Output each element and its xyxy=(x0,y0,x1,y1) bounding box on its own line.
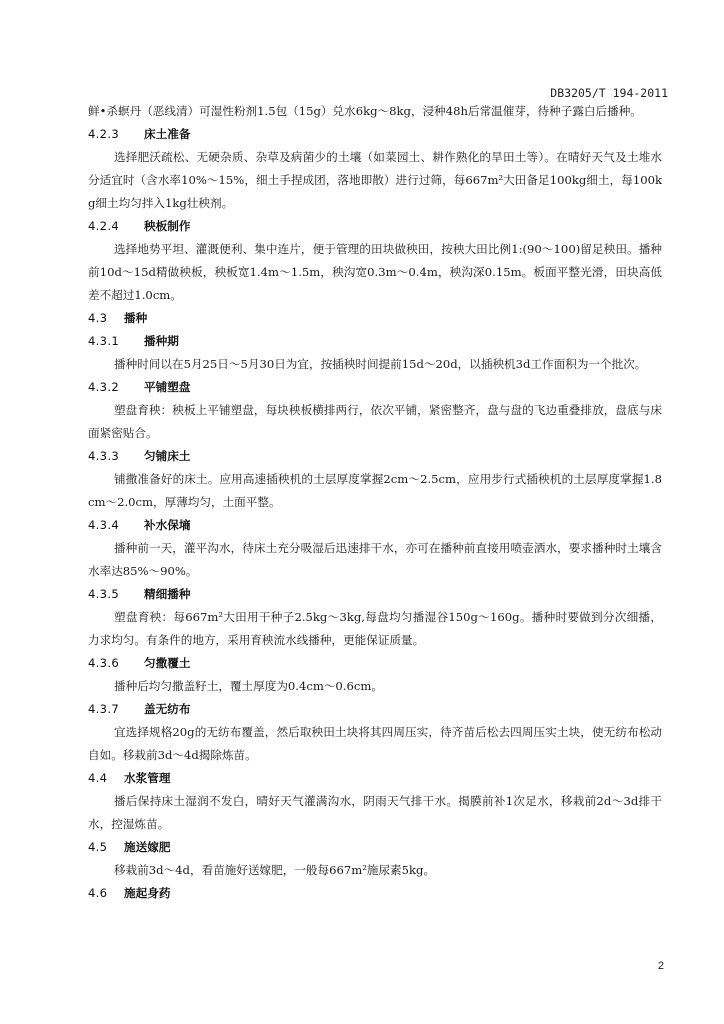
section-heading xyxy=(88,514,662,537)
section-number: 4.3.5 xyxy=(88,587,119,601)
section-title: 匀撒覆土 xyxy=(144,656,191,670)
section-title: 盖无纺布 xyxy=(144,702,191,716)
section-title: 水浆管理 xyxy=(124,771,171,785)
paragraph: 播种时间以在5月25日～5月30日为宜，按插秧时间提前15d～20d，以插秧机3d工作面积为一个批次。 xyxy=(114,357,647,371)
section-number: 4.3.3 xyxy=(88,449,119,463)
paragraph: 移栽前3d～4d，看苗施好送嫁肥，一般每667m²施尿素5kg。 xyxy=(114,863,436,877)
paragraph: 塑盘育秧：每667m²大田用干种子2.5kg～3kg,每盘均匀播湿谷150g～160g。播种时要做到分次细播，力求均匀。有条件的地方，采用育秧流水线播种，更能保证质量。 xyxy=(88,610,662,647)
section-title: 秧板制作 xyxy=(144,219,191,233)
section-number: 4.3.6 xyxy=(88,656,119,670)
section-number: 4.5 xyxy=(88,840,108,854)
paragraph: 铺撒准备好的床土。应用高速插秧机的土层厚度掌握2cm～2.5cm，应用步行式插秧机的土层厚度掌握1.8cm～2.0cm，厚薄均匀，土面平整。 xyxy=(88,472,662,509)
section-heading xyxy=(88,123,662,146)
section-heading xyxy=(88,307,662,330)
paragraph: 播种后均匀撒盖籽土，覆土厚度为0.4cm～0.6cm。 xyxy=(114,679,383,693)
section-title: 平铺塑盘 xyxy=(144,380,191,394)
paragraph: 宜选择规格20g的无纺布覆盖，然后取秧田土块将其四周压实，待齐苗后松去四周压实土块，使无纺布松动自如。移栽前3d～4d揭除炼苗。 xyxy=(88,725,662,762)
section-title: 播种期 xyxy=(144,334,179,348)
paragraph: 选择肥沃疏松、无硬杂质、杂草及病菌少的土壤（如菜园土、耕作熟化的旱田土等）。在晴好天气及土堆水分适宜时（含水率10%～15%，细土手捏成团，落地即散）进行过筛，每667m²大田备足100kg细土，每100kg细土均匀拌入1kg壮秧剂。 xyxy=(88,150,662,210)
section-title: 施起身药 xyxy=(124,886,171,900)
section-title: 床土准备 xyxy=(144,127,191,141)
section-heading xyxy=(88,376,662,399)
paragraph: 鲜•杀螟丹（恶线清）可湿性粉剂1.5包（15g）兑水6kg～8kg，浸种48h后常温催芽，待种子露白后播种。 xyxy=(88,104,642,118)
section-heading xyxy=(88,445,662,468)
section-number: 4.2.3 xyxy=(88,127,119,141)
section-heading xyxy=(88,767,662,790)
section-number: 4.3 xyxy=(88,311,108,325)
section-heading xyxy=(88,330,662,353)
section-number: 4.2.4 xyxy=(88,219,119,233)
section-number: 4.3.4 xyxy=(88,518,119,532)
section-heading xyxy=(88,882,662,905)
section-title: 补水保墒 xyxy=(144,518,191,532)
section-heading xyxy=(88,652,662,675)
section-heading xyxy=(88,698,662,721)
section-number: 4.6 xyxy=(88,886,108,900)
section-number: 4.3.7 xyxy=(88,702,119,716)
document-body xyxy=(88,100,662,905)
section-title: 匀铺床土 xyxy=(144,449,191,463)
section-heading xyxy=(88,583,662,606)
page-number: 2 xyxy=(657,960,664,972)
paragraph: 播种前一天，灌平沟水，待床土充分吸湿后迅速排干水，亦可在播种前直接用喷壶洒水，要求播种时土壤含水率达85%～90%。 xyxy=(88,541,662,578)
section-number: 4.3.1 xyxy=(88,334,119,348)
section-title: 精细播种 xyxy=(144,587,191,601)
section-title: 播种 xyxy=(124,311,148,325)
section-heading xyxy=(88,836,662,859)
section-title: 施送嫁肥 xyxy=(124,840,171,854)
paragraph: 塑盘育秧：秧板上平铺塑盘，每块秧板横排两行，依次平铺，紧密整齐，盘与盘的飞边重叠排放，盘底与床面紧密贴合。 xyxy=(88,403,662,440)
paragraph: 播后保持床土湿润不发白，晴好天气灌满沟水，阴雨天气排干水。揭膜前补1次足水，移栽前2d～3d排干水，控湿炼苗。 xyxy=(88,794,662,831)
document-code: DB3205/T 194-2011 xyxy=(550,86,668,100)
section-heading xyxy=(88,215,662,238)
section-number: 4.4 xyxy=(88,771,108,785)
section-number: 4.3.2 xyxy=(88,380,119,394)
paragraph: 选择地势平坦、灌溉便利、集中连片，便于管理的田块做秧田，按秧大田比例1:(90～100)留足秧田。播种前10d～15d精做秧板，秧板宽1.4m～1.5m，秧沟宽0.3m～0.4m，秧沟深0.15m。板面平整光滑，田块高低差不超过1.0cm。 xyxy=(88,242,662,302)
